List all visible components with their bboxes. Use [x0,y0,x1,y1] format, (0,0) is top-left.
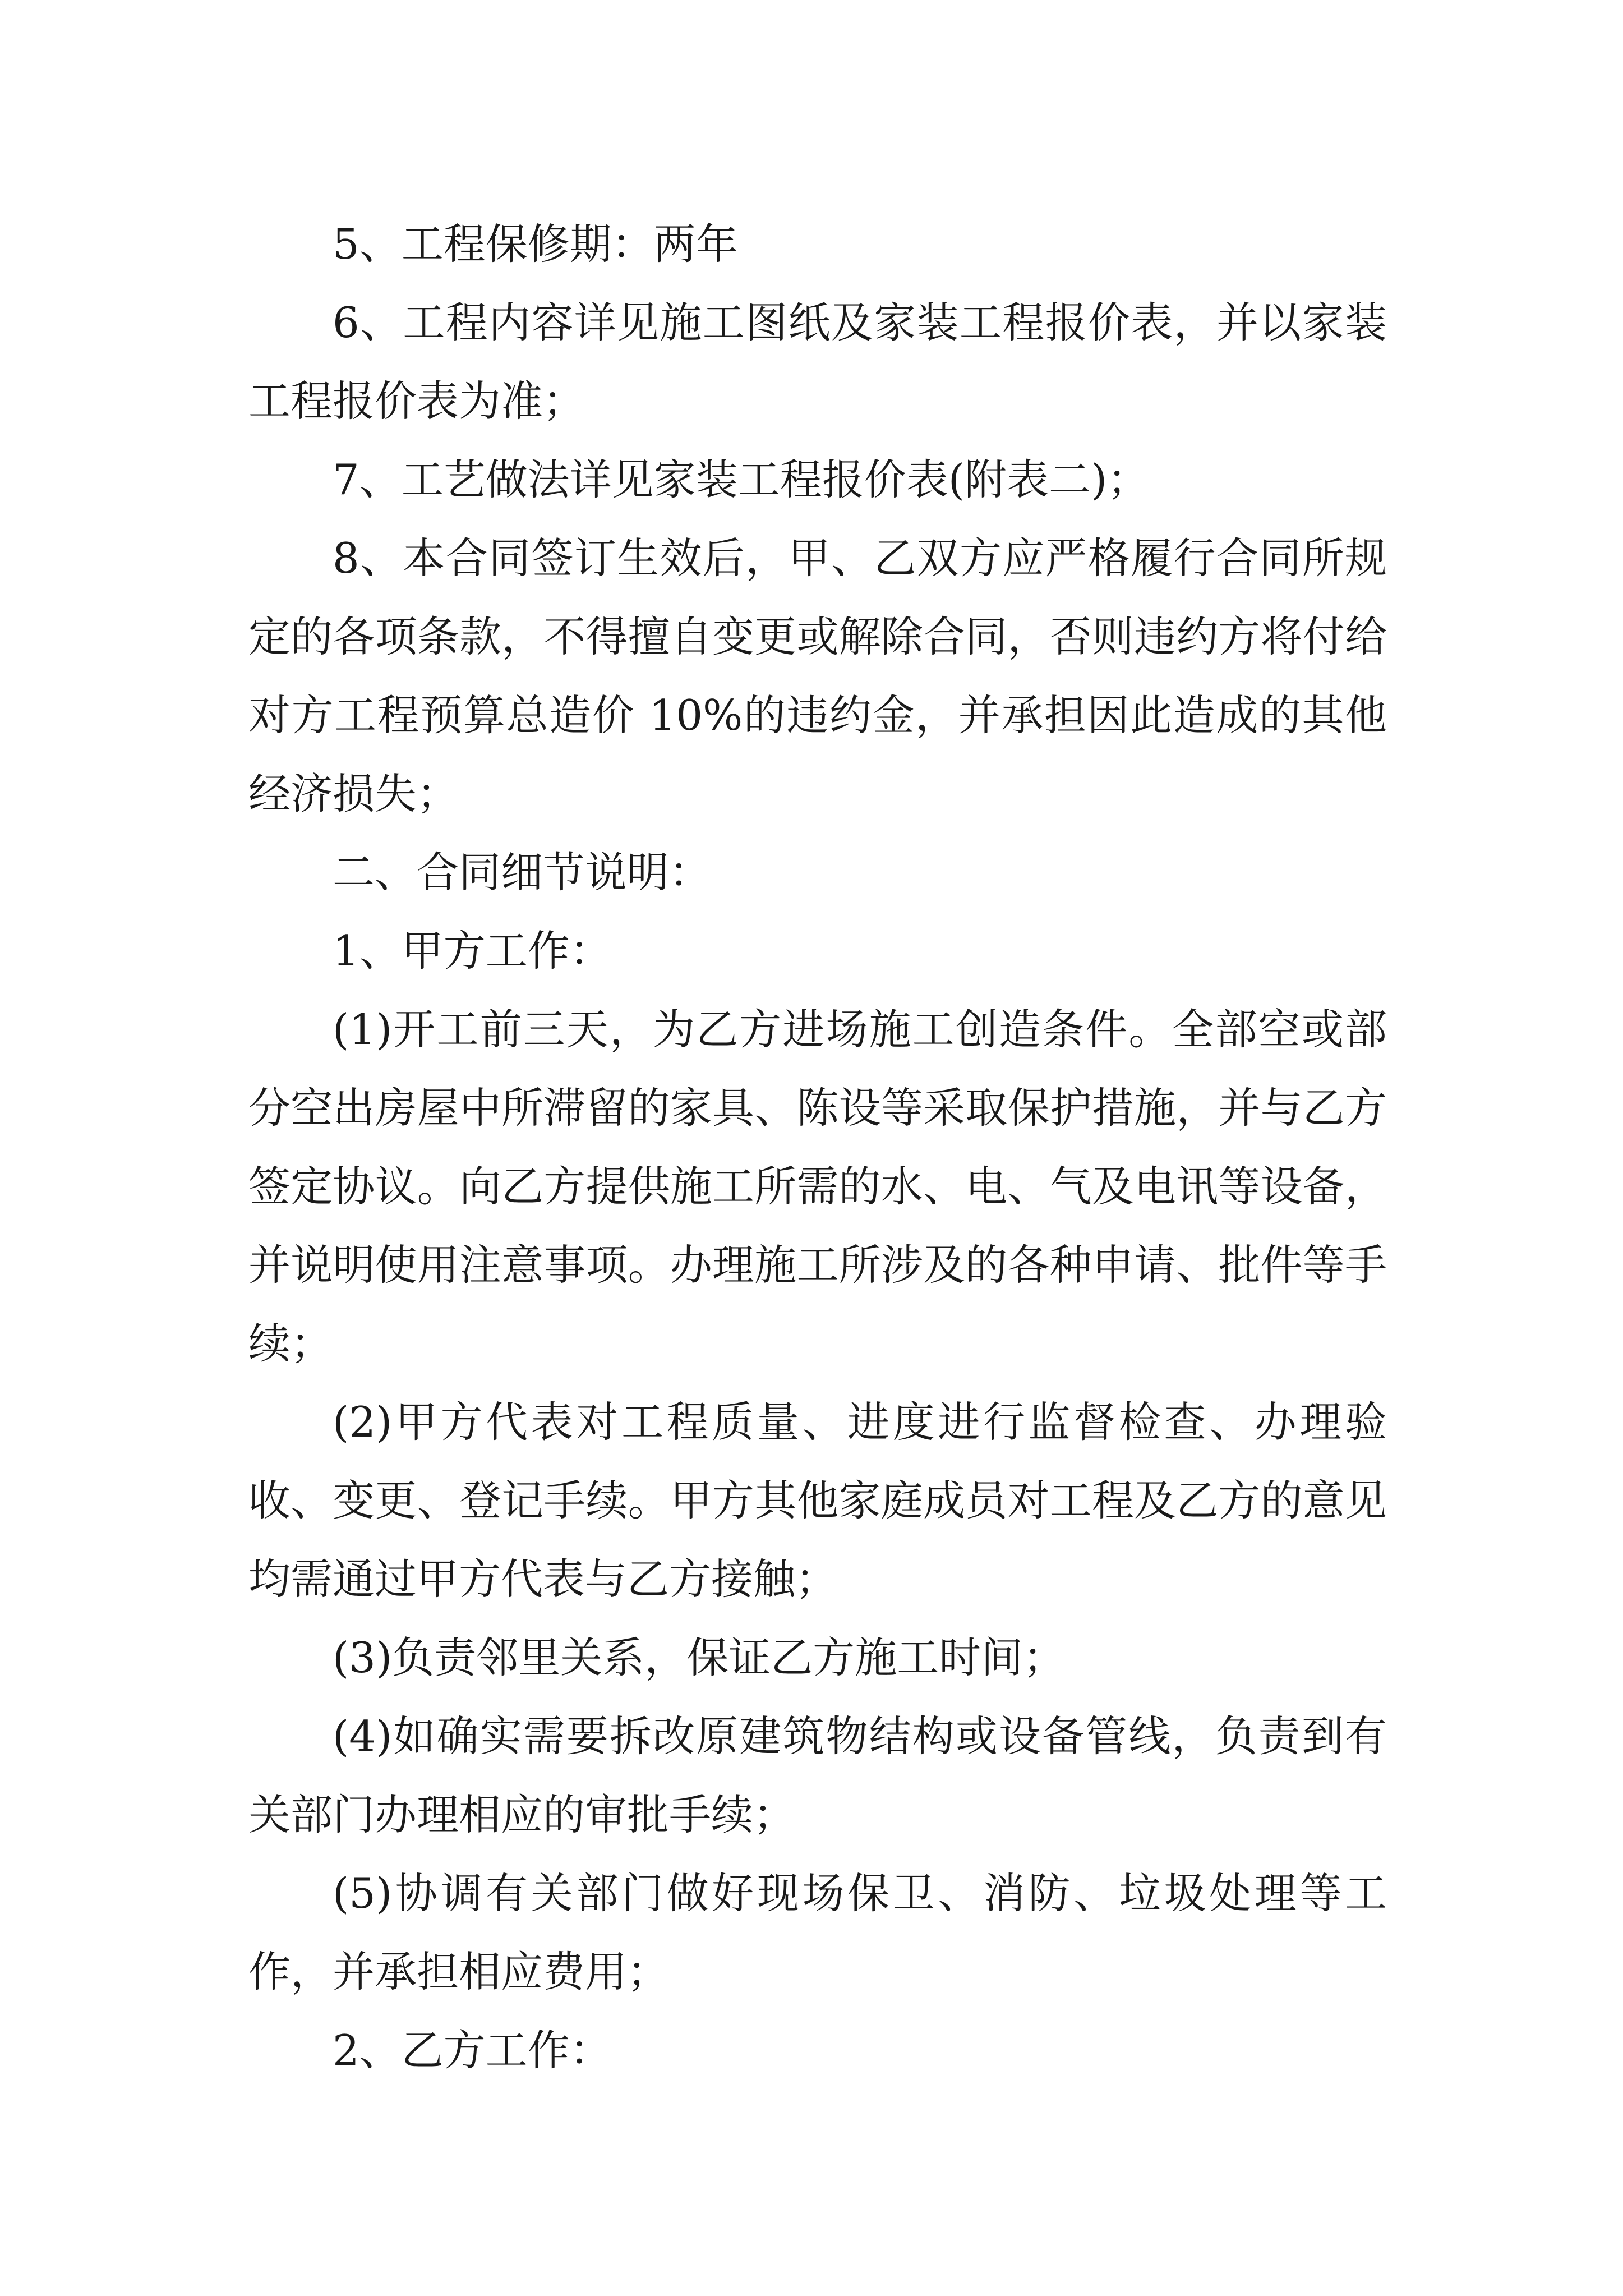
paragraph-party-a-item-4: (4)如确实需要拆改原建筑物结构或设备管线，负责到有关部门办理相应的审批手续； [248,1711,1387,1839]
section-heading-contract-details: 二、合同细节说明： [333,848,712,897]
document-body [248,205,1387,2090]
paragraph-process-method: 7、工艺做法详见家装工程报价表(附表二)； [333,455,1150,504]
paragraph-breach-clause: 8、本合同签订生效后，甲、乙双方应严格履行合同所规定的各项条款，不得擅自变更或解除合同，否则违约方将付给对方工程预算总造价 10%的违约金，并承担因此造成的其他经济损失； [248,533,1387,818]
paragraph-party-a-item-1: (1)开工前三天，为乙方进场施工创造条件。全部空或部分空出房屋中所滞留的家具、陈设等采取保护措施，并与乙方签定协议。向乙方提供施工所需的水、电、气及电讯等设备，并说明使用注意事项。办理施工所涉及的各种申请、批件等手续； [248,1005,1387,1368]
subheading-party-a-work: 1、甲方工作： [333,926,612,976]
subheading-party-b-work: 2、乙方工作： [333,2026,612,2075]
paragraph-party-a-item-2: (2)甲方代表对工程质量、进度进行监督检查、办理验收、变更、登记手续。甲方其他家庭成员对工程及乙方的意见均需通过甲方代表与乙方接触； [248,1397,1387,1604]
paragraph-party-a-item-5: (5)协调有关部门做好现场保卫、消防、垃圾处理等工作，并承担相应费用； [248,1869,1387,1996]
paragraph-warranty-period: 5、工程保修期：两年 [333,219,738,269]
paragraph-party-a-item-3: (3)负责邻里关系，保证乙方施工时间； [333,1633,1066,1682]
paragraph-work-content: 6、工程内容详见施工图纸及家装工程报价表，并以家装工程报价表为准； [248,298,1387,426]
